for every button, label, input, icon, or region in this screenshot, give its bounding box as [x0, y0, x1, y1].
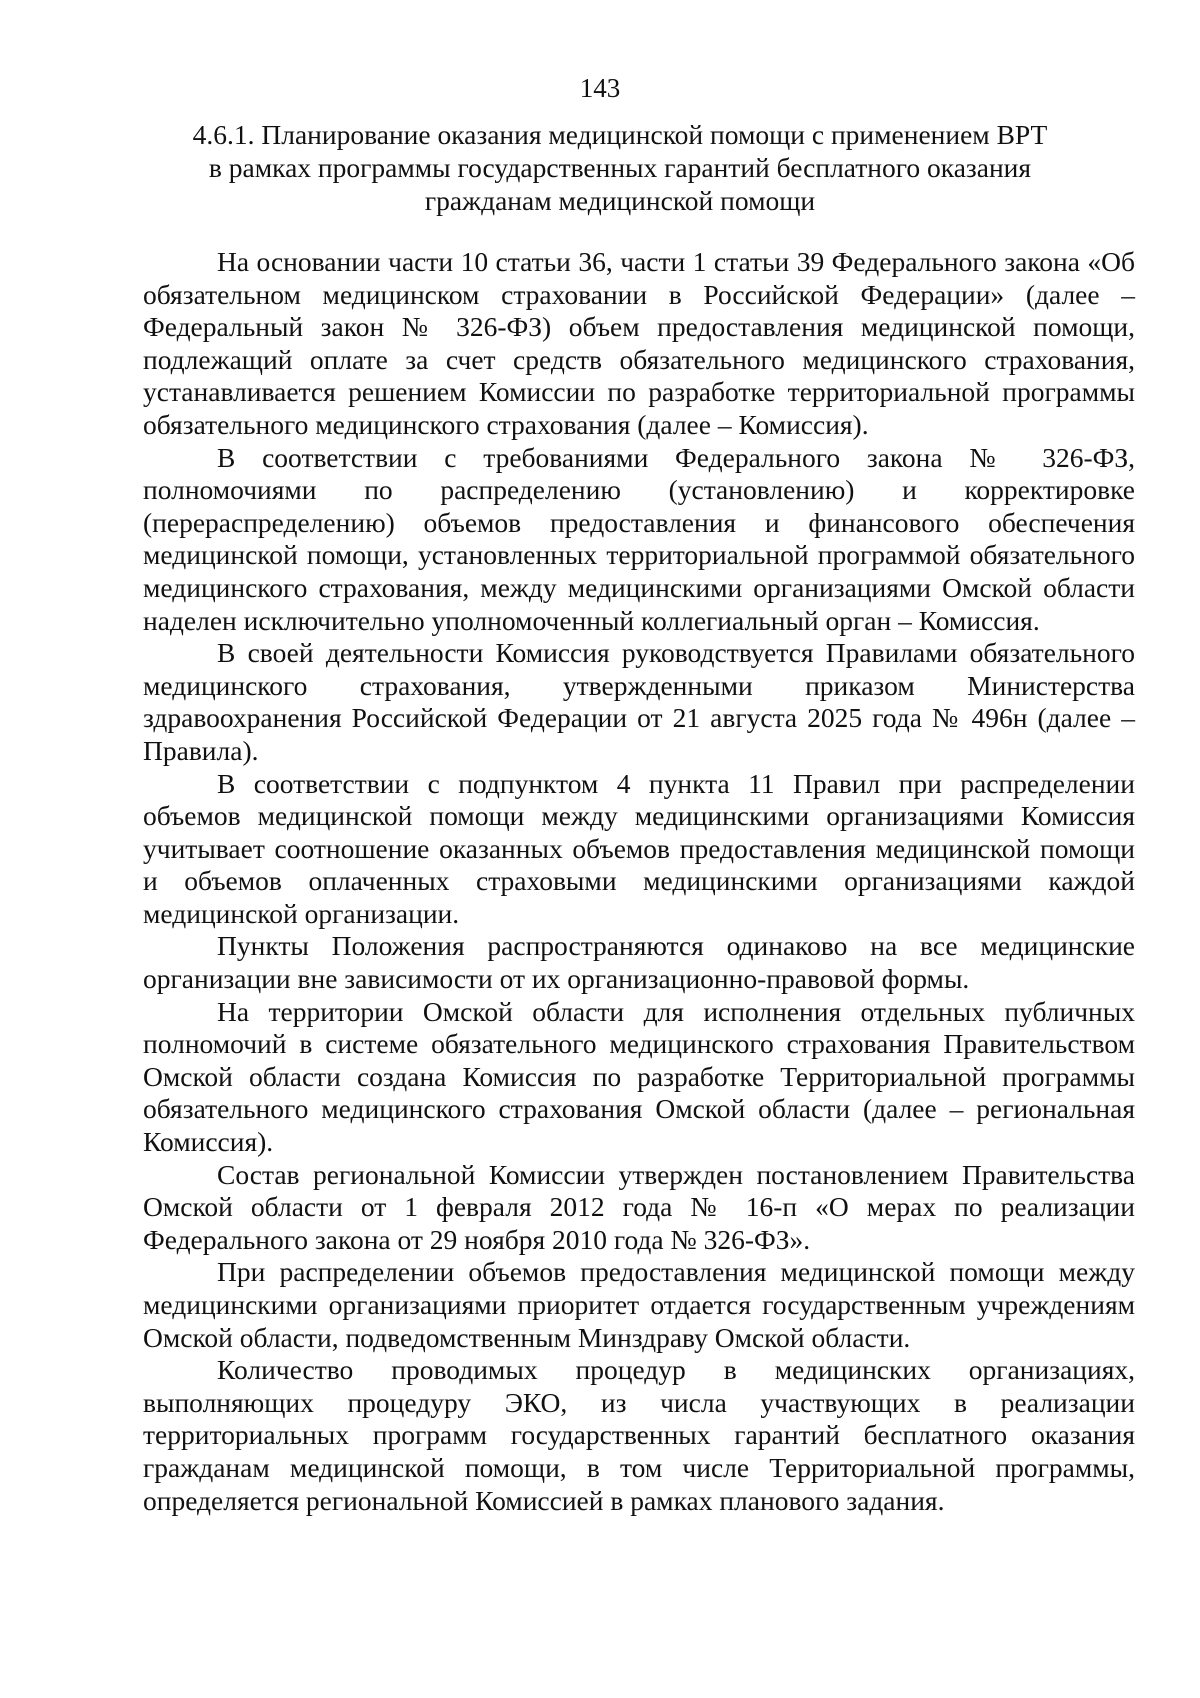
paragraph-8: При распределении объемов предоставления медицинской помощи между медицинскими организациями приоритет отдается государственным учреждениям Омской области, подведомственным Минздраву Омской области. — [143, 1256, 1135, 1353]
heading-line-1: 4.6.1. Планирование оказания медицинской помощи с применением ВРТ — [192, 119, 1048, 150]
paragraph-2: В соответствии с требованиями Федерального закона № 326-ФЗ, полномочиями по распределению (установлению) и корректировке (перераспределению) объемов предоставления и финансового обеспечения медицинской помощи, установленных территориальной программой обязательного медицинского страхования, между медицинскими организациями Омской области наделен исключительно уполномоченный коллегиальный орган – Комиссия. — [143, 441, 1135, 636]
paragraph-3: В своей деятельности Комиссия руководствуется Правилами обязательного медицинского страхования, утвержденными приказом Министерства здравоохранения Российской Федерации от 21 августа 2025 года № 496н (далее – Правила). — [143, 637, 1135, 766]
paragraph-1: На основании части 10 статьи 36, части 1 статьи 39 Федерального закона «Об обязательном медицинском страховании в Российской Федерации» (далее – Федеральный закон № 326-ФЗ) объем предоставления медицинской помощи, подлежащий оплате за счет средств обязательного медицинского страхования, устанавливается решением Комиссии по разработке территориальной программы обязательного медицинского страхования (далее – Комиссия). — [143, 246, 1135, 440]
page-number: 143 — [579, 73, 621, 103]
heading-line-3: гражданам медицинской помощи — [424, 185, 816, 216]
paragraph-7: Состав региональной Комиссии утвержден постановлением Правительства Омской области от 1 февраля 2012 года № 16-п «О мерах по реализации Федерального закона от 29 ноября 2010 года № 326-ФЗ». — [143, 1158, 1135, 1255]
paragraph-5: Пункты Положения распространяются одинаково на все медицинские организации вне зависимости от их организационно-правовой формы. — [143, 930, 1135, 995]
paragraph-6: На территории Омской области для исполнения отдельных публичных полномочий в системе обязательного медицинского страхования Правительством Омской области создана Комиссия по разработке Территориальной программы обязательного медицинского страхования Омской области (далее – региональная Комиссия). — [143, 995, 1135, 1158]
paragraph-4: В соответствии с подпунктом 4 пункта 11 Правил при распределении объемов медицинской помощи между медицинскими организациями Комиссия учитывает соотношение оказанных объемов предоставления медицинской помощи и объемов оплаченных страховыми медицинскими организациями каждой медицинской организации. — [143, 767, 1135, 929]
paragraph-9: Количество проводимых процедур в медицинских организациях, выполняющих процедуру ЭКО, из числа участвующих в реализации территориальных программ государственных гарантий бесплатного оказания гражданам медицинской помощи, в том числе Территориальной программы, определяется региональной Комиссией в рамках планового задания. — [143, 1354, 1135, 1516]
section-heading — [150, 118, 1090, 217]
body-text — [143, 246, 1135, 1517]
heading-line-2: в рамках программы государственных гарантий бесплатного оказания — [208, 152, 1032, 183]
